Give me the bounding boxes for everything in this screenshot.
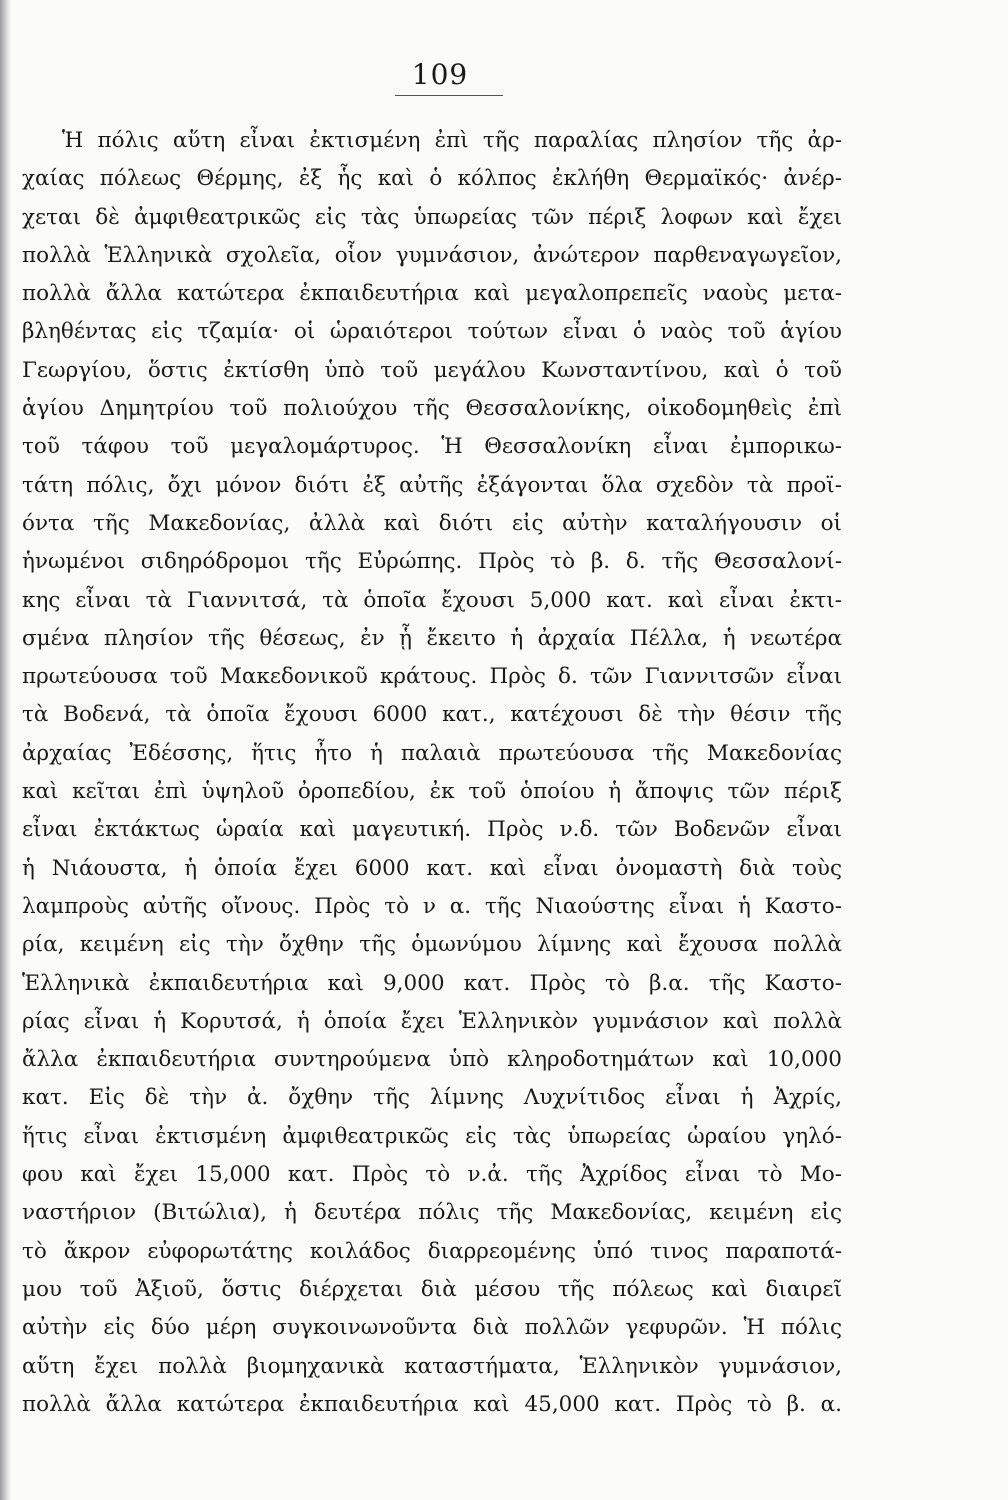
text-line: ἀρχαίας Ἐδέσσης, ἥτις ἦτο ἡ παλαιὰ πρωτεύουσα τῆς Μακεδονίας bbox=[22, 740, 842, 766]
text-line: ἄλλα ἐκπαιδευτήρια συντηρούμενα ὑπὸ κληροδοτημάτων καὶ 10,000 bbox=[22, 1047, 842, 1073]
text-line: ἥτις εἶναι ἐκτισμένη ἀμφιθεατρικῶς εἰς τὰς ὑπωρείας ὡραίου γηλό- bbox=[22, 1123, 842, 1149]
text-line: βληθέντας εἰς τζαμία· οἱ ὡραιότεροι τούτων εἶναι ὁ ναὸς τοῦ ἁγίου bbox=[22, 319, 842, 345]
text-line: λαμπροὺς αὐτῆς οἴνους. Πρὸς τὸ ν α. τῆς Νιαούστης εἶναι ἡ Καστο- bbox=[22, 893, 842, 919]
text-line: χεται δὲ ἀμφιθεατρικῶς εἰς τὰς ὑπωρείας τῶν πέριξ λοφων καὶ ἔχει bbox=[22, 204, 842, 230]
text-line: πολλὰ ἄλλα κατώτερα ἐκπαιδευτήρια καὶ 45,000 κατ. Πρὸς τὸ β. α. bbox=[22, 1391, 842, 1417]
text-line: τάτη πόλις, ὄχι μόνον διότι ἐξ αὐτῆς ἐξάγονται ὅλα σχεδὸν τὰ προϊ- bbox=[22, 472, 842, 498]
page-binding-shadow bbox=[0, 0, 12, 1500]
text-line: ἡνωμένοι σιδηρόδρομοι τῆς Εὐρώπης. Πρὸς τὸ β. δ. τῆς Θεσσαλονί- bbox=[22, 549, 842, 575]
text-line: τὰ Βοδενά, τὰ ὁποῖα ἔχουσι 6000 κατ., κατέχουσι δὲ τὴν θέσιν τῆς bbox=[22, 702, 842, 728]
text-line: εἶναι ἐκτάκτως ὡραία καὶ μαγευτική. Πρὸς ν.δ. τῶν Βοδενῶν εἶναι bbox=[22, 817, 842, 843]
text-line: χαίας πόλεως Θέρμης, ἐξ ἧς καὶ ὁ κόλπος ἐκλήθη Θερμαϊκός· ἀνέρ- bbox=[22, 166, 842, 192]
text-line: ρίας εἶναι ἡ Κορυτσά, ἡ ὁποία ἔχει Ἑλληνικὸν γυμνάσιον καὶ πολλὰ bbox=[22, 1008, 842, 1034]
text-line: ἁγίου Δημητρίου τοῦ πολιούχου τῆς Θεσσαλονίκης, οἰκοδομηθεὶς ἐπὶ bbox=[22, 396, 842, 422]
text-line: φου καὶ ἔχει 15,000 κατ. Πρὸς τὸ ν.ἀ. τῆς Ἀχρίδος εἶναι τὸ Μο- bbox=[22, 1162, 842, 1188]
text-line: όντα τῆς Μακεδονίας, ἀλλὰ καὶ διότι εἰς αὐτὴν καταλήγουσιν οἱ bbox=[22, 510, 842, 536]
text-line: ναστήριον (Βιτώλια), ἡ δευτέρα πόλις τῆς Μακεδονίας, κειμένη εἰς bbox=[22, 1200, 842, 1226]
text-line: Γεωργίου, ὅστις ἐκτίσθη ὑπὸ τοῦ μεγάλου Κωνσταντίνου, καὶ ὁ τοῦ bbox=[22, 357, 842, 383]
text-line: Ἡ πόλις αὕτη εἶναι ἐκτισμένη ἐπὶ τῆς παραλίας πλησίον τῆς ἀρ- bbox=[62, 128, 842, 153]
text-line: πρωτεύουσα τοῦ Μακεδονικοῦ κράτους. Πρὸς δ. τῶν Γιαννιτσῶν εἶναι bbox=[22, 664, 842, 690]
text-line: ρία, κειμένη εἰς τὴν ὄχθην τῆς ὁμωνύμου λίμνης καὶ ἔχουσα πολλὰ bbox=[22, 932, 842, 958]
text-line: κης εἶναι τὰ Γιαννιτσά, τὰ ὁποῖα ἔχουσι 5,000 κατ. καὶ εἶναι ἐκτι- bbox=[22, 587, 842, 613]
text-line: Ἑλληνικὰ ἐκπαιδευτήρια καὶ 9,000 κατ. Πρὸς τὸ β.α. τῆς Καστο- bbox=[22, 970, 842, 996]
text-line: καὶ κεῖται ἐπὶ ὑψηλοῦ ὀροπεδίου, ἐκ τοῦ ὁποίου ἡ ἄποψις τῶν πέριξ bbox=[22, 779, 842, 805]
text-line: ἡ Νιάουστα, ἡ ὁποία ἔχει 6000 κατ. καὶ εἶναι ὀνομαστὴ διὰ τοὺς bbox=[22, 855, 842, 881]
page-number-rule bbox=[395, 95, 503, 96]
text-line: αὕτη ἔχει πολλὰ βιομηχανικὰ καταστήματα, Ἑλληνικὸν γυμνάσιον, bbox=[22, 1353, 842, 1379]
text-line: πολλὰ ἄλλα κατώτερα ἐκπαιδευτήρια καὶ μεγαλοπρεπεῖς ναοὺς μετα- bbox=[22, 281, 842, 307]
text-line: αὐτὴν εἰς δύο μέρη συγκοινωνοῦντα διὰ πολλῶν γεφυρῶν. Ἡ πόλις bbox=[22, 1315, 842, 1341]
text-line: μου τοῦ Ἀξιοῦ, ὅστις διέρχεται διὰ μέσου τῆς πόλεως καὶ διαιρεῖ bbox=[22, 1276, 842, 1302]
body-text bbox=[22, 122, 842, 1424]
text-line: σμένα πλησίον τῆς θέσεως, ἐν ᾗ ἔκειτο ἡ ἀρχαία Πέλλα, ἡ νεωτέρα bbox=[22, 625, 842, 651]
text-line: πολλὰ Ἑλληνικὰ σχολεῖα, οἷον γυμνάσιον, ἀνώτερον παρθεναγωγεῖον, bbox=[22, 242, 842, 268]
page-number: 109 bbox=[411, 58, 469, 91]
text-line: κατ. Εἰς δὲ τὴν ἀ. ὄχθην τῆς λίμνης Λυχνίτιδος εἶναι ἡ Ἀχρίς, bbox=[22, 1085, 842, 1111]
text-line: τὸ ἄκρον εὐφορωτάτης κοιλάδος διαρρεομένης ὑπό τινος παραποτά- bbox=[22, 1238, 842, 1264]
text-line: τοῦ τάφου τοῦ μεγαλομάρτυρος. Ἡ Θεσσαλονίκη εἶναι ἐμπορικω- bbox=[22, 434, 842, 460]
